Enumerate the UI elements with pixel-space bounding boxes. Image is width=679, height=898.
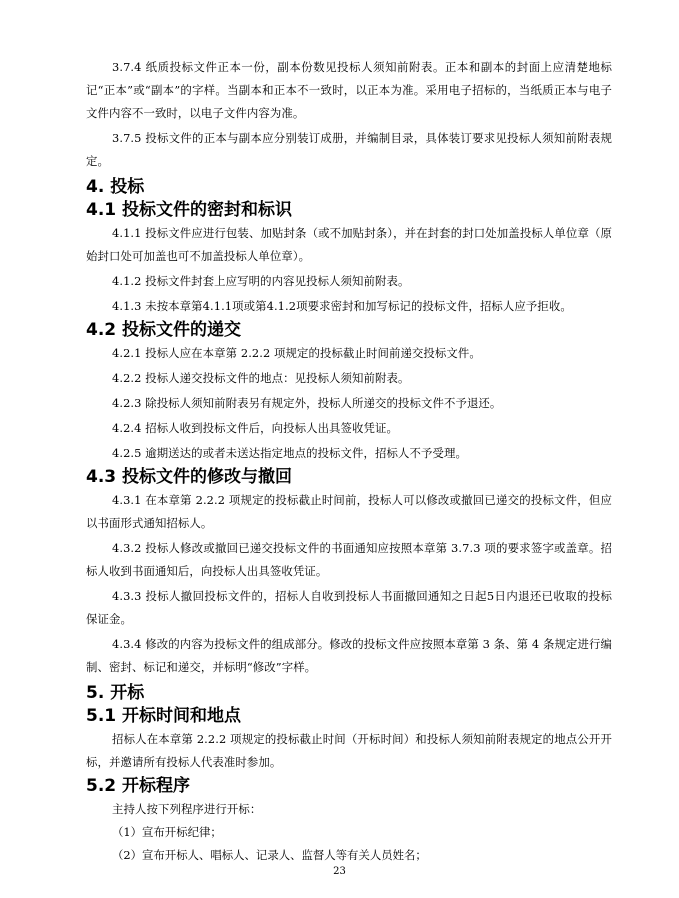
subsection-heading-5-2: 5.2 开标程序	[86, 776, 191, 796]
paragraph-4-3-4: 4.3.4 修改的内容为投标文件的组成部分。修改的投标文件应按照本章第 3 条、第 4 条规定进行编制、密封、标记和递交，并标明“修改”字样。	[86, 637, 612, 674]
paragraph-4-1-3: 4.1.3 未按本章第4.1.1项或第4.1.2项要求密封和加写标记的投标文件，招标人应予拒收。	[112, 299, 572, 313]
section-heading-5: 5. 开标	[86, 683, 145, 703]
paragraph-4-3-3: 4.3.3 投标人撤回投标文件的，招标人自收到投标人书面撤回通知之日起5日内退还已收取的投标保证金。	[86, 589, 612, 626]
paragraph-4-1-1: 4.1.1 投标文件应进行包装、加贴封条（或不加贴封条），并在封套的封口处加盖投标人单位章（原始封口处可加盖也可不加盖投标人单位章）。	[86, 226, 612, 263]
paragraph-4-2-3: 4.2.3 除投标人须知前附表另有规定外，投标人所递交的投标文件不予退还。	[112, 396, 502, 410]
paragraph-4-2-4: 4.2.4 招标人收到投标文件后，向投标人出具签收凭证。	[112, 421, 398, 435]
subsection-heading-5-1: 5.1 开标时间和地点	[86, 706, 242, 726]
section-heading-4: 4. 投标	[86, 177, 145, 197]
list-item: （2）宣布开标人、唱标人、记录人、监督人等有关人员姓名；	[112, 848, 427, 862]
page-number: 23	[333, 866, 346, 877]
subsection-heading-4-3: 4.3 投标文件的修改与撤回	[86, 467, 293, 487]
subsection-heading-4-1: 4.1 投标文件的密封和标识	[86, 200, 293, 220]
paragraph-5-2-intro: 主持人按下列程序进行开标：	[112, 802, 262, 816]
document-body	[86, 56, 612, 867]
paragraph-5-1: 招标人在本章第 2.2.2 项规定的投标截止时间（开标时间）和投标人须知前附表规定的地点公开开标，并邀请所有投标人代表准时参加。	[86, 732, 612, 769]
paragraph-4-3-1: 4.3.1 在本章第 2.2.2 项规定的投标截止时间前，投标人可以修改或撤回已递交的投标文件，但应以书面形式通知招标人。	[86, 493, 612, 530]
subsection-heading-4-2: 4.2 投标文件的递交	[86, 320, 242, 340]
list-item: （1）宣布开标纪律；	[112, 825, 222, 839]
paragraph-3-7-4: 3.7.4 纸质投标文件正本一份，副本份数见投标人须知前附表。正本和副本的封面上应清楚地标记“正本”或“副本”的字样。当副本和正本不一致时，以正本为准。采用电子招标的，当纸质正本与电子文件内容不一致时，以电子文件内容为准。	[86, 60, 612, 120]
paragraph-4-2-1: 4.2.1 投标人应在本章第 2.2.2 项规定的投标截止时间前递交投标文件。	[112, 346, 481, 360]
paragraph-3-7-5: 3.7.5 投标文件的正本与副本应分别装订成册，并编制目录，具体装订要求见投标人须知前附表规定。	[86, 131, 612, 168]
paragraph-4-3-2: 4.3.2 投标人修改或撤回已递交投标文件的书面通知应按照本章第 3.7.3 项的要求签字或盖章。招标人收到书面通知后，向投标人出具签收凭证。	[86, 541, 612, 578]
paragraph-4-2-5: 4.2.5 逾期送达的或者未送达指定地点的投标文件，招标人不予受理。	[112, 446, 467, 460]
paragraph-4-2-2: 4.2.2 投标人递交投标文件的地点：见投标人须知前附表。	[112, 371, 410, 385]
paragraph-4-1-2: 4.1.2 投标文件封套上应写明的内容见投标人须知前附表。	[112, 274, 410, 288]
